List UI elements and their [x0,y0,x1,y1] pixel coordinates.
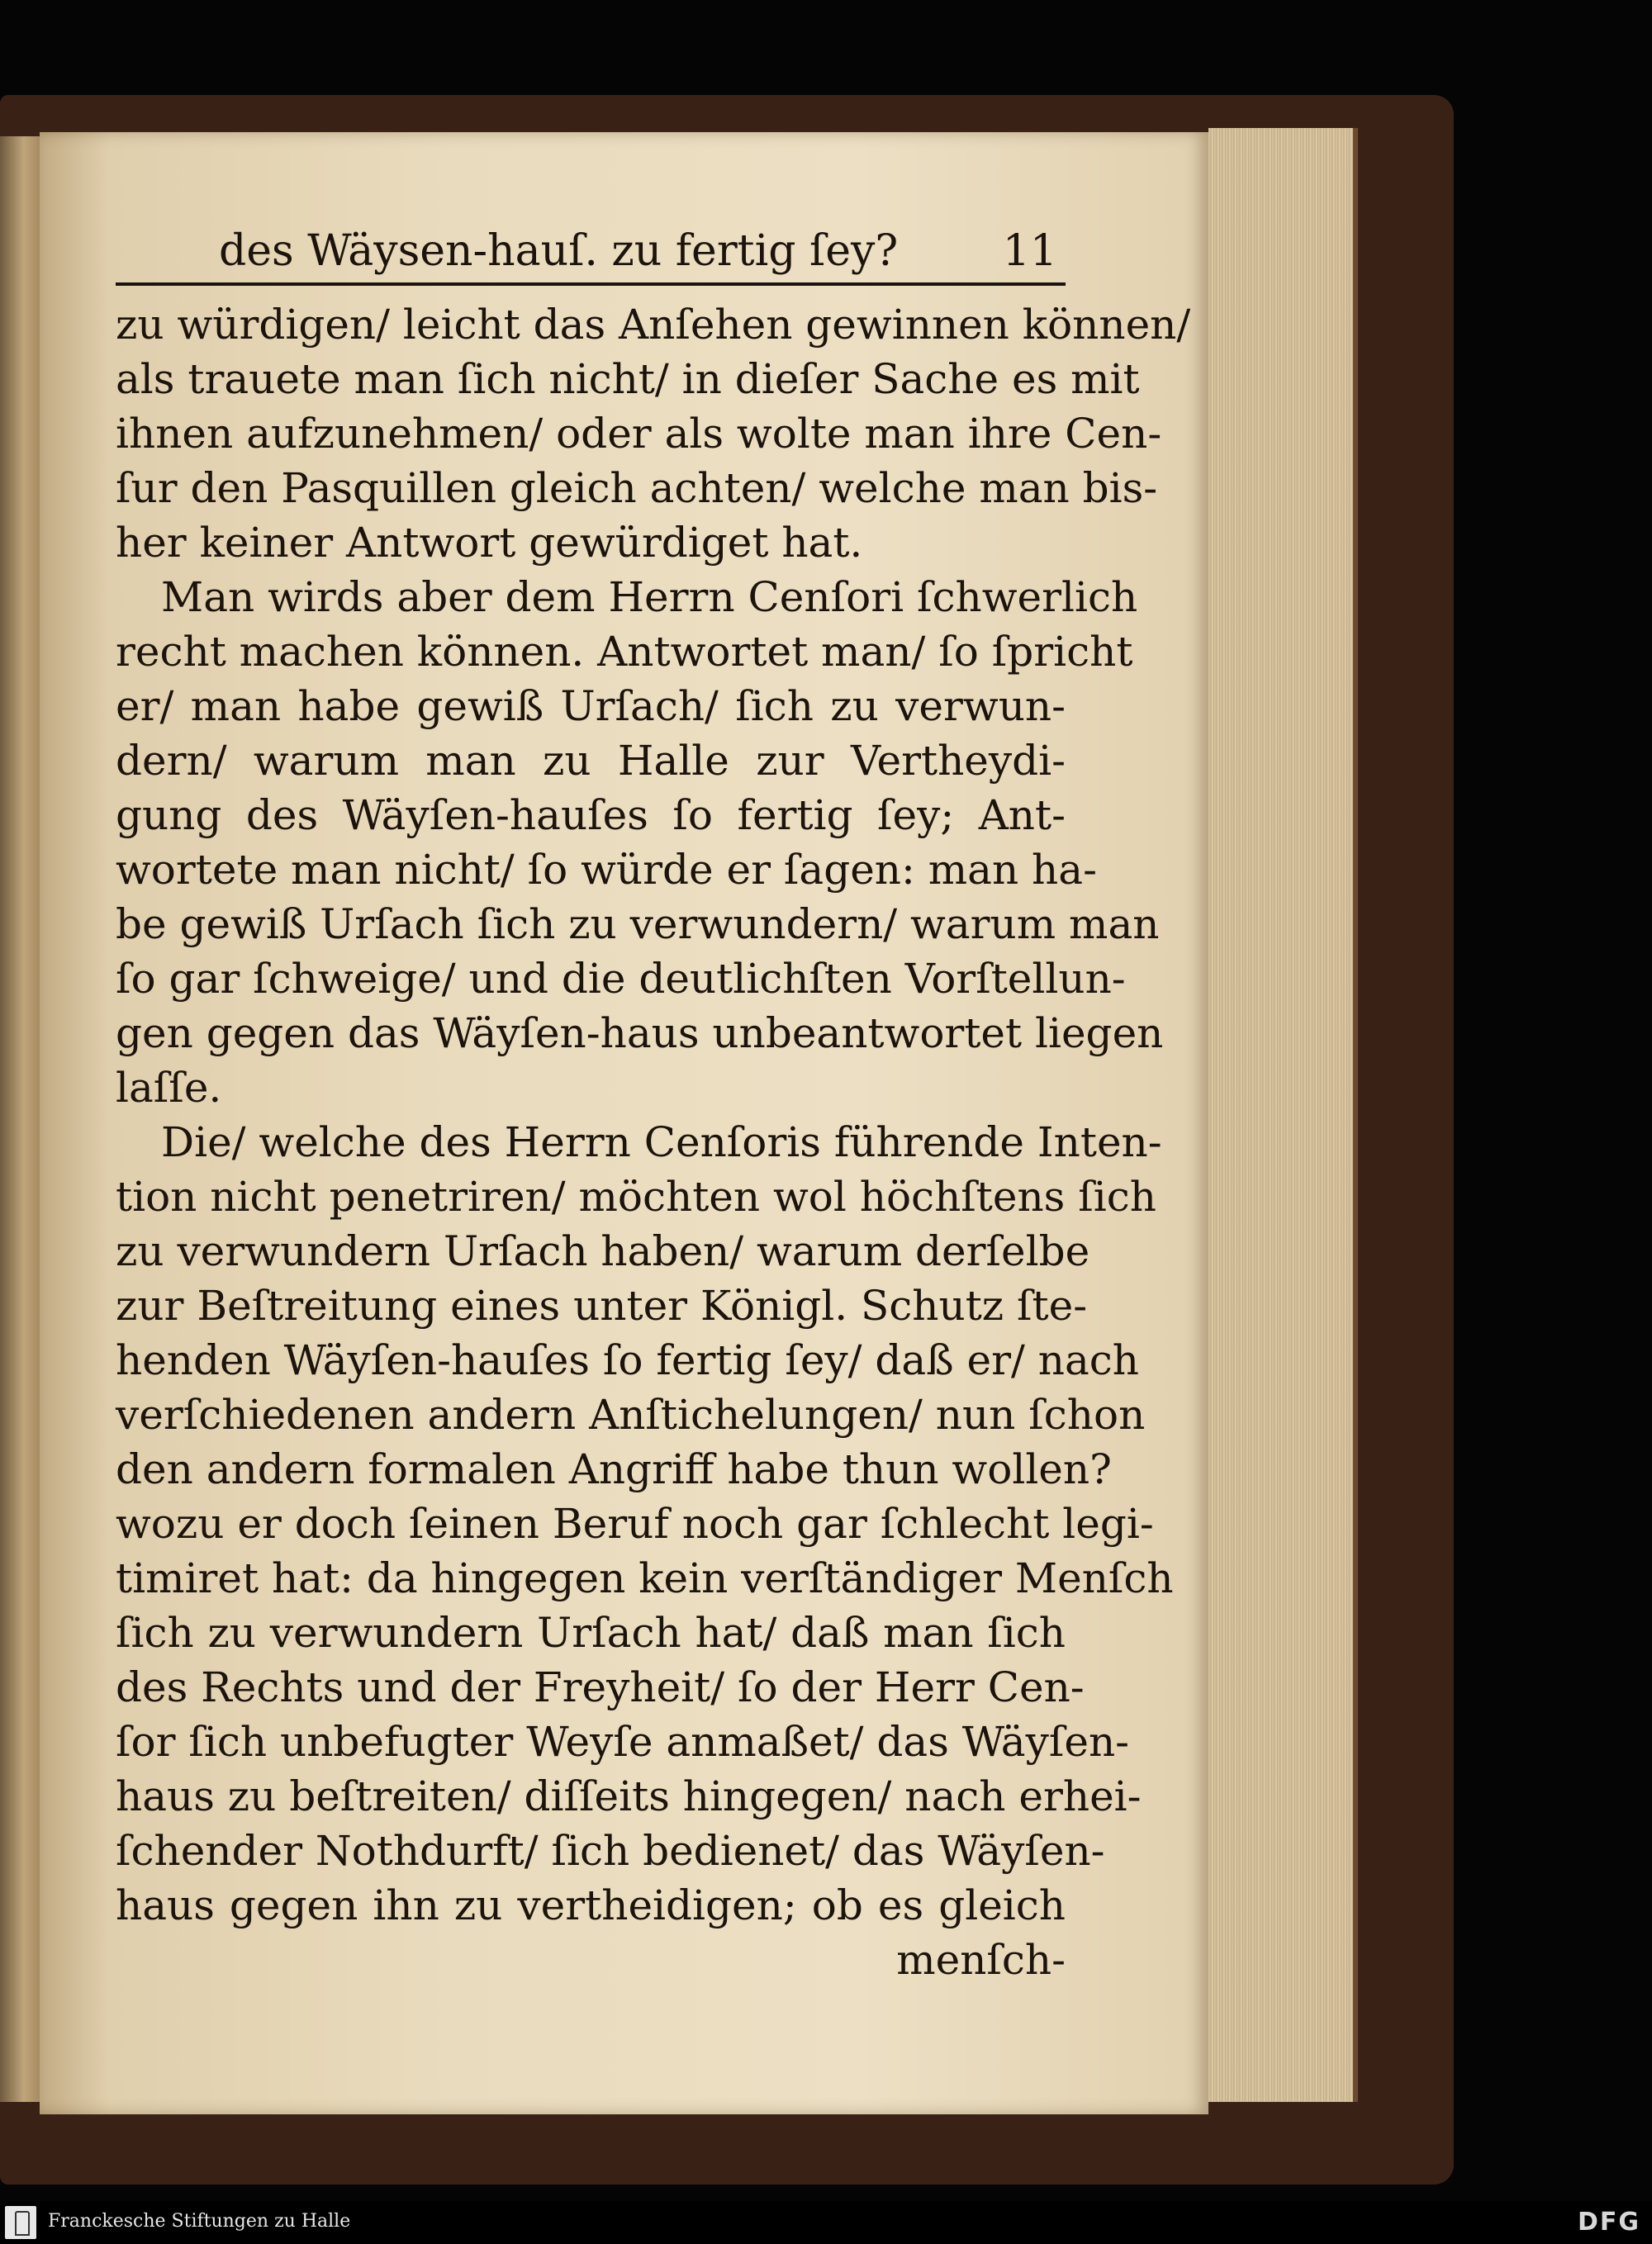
text-line: ſur den Pasquillen gleich achten/ welche man bis- [116,464,1158,512]
text-line: ſchender Nothdurft/ ſich bedienet/ das Wäyſen- [116,1827,1105,1875]
dfg-logo: DFG [1577,2208,1640,2237]
text-line: gung des Wäyſen-hauſes ſo fertig ſey; Ant- [116,791,1066,839]
text-line: recht machen können. Antwortet man/ ſo ſpricht [116,628,1133,676]
text-line: den andern formalen Angriff habe thun wollen? [116,1445,1112,1493]
text-line: laſſe. [116,1064,222,1112]
text-line: haus zu beſtreiten/ diſſeits hingegen/ nach erhei- [116,1772,1142,1820]
text-line: ſor ſich unbefugter Weyſe anmaßet/ das Wäyſen- [116,1718,1130,1766]
text-line: des Rechts und der Freyheit/ ſo der Herr Cen- [116,1663,1085,1711]
institution-name: Franckesche Stiftungen zu Halle [48,2211,351,2232]
text-line: gen gegen das Wäyſen-haus unbeantwortet liegen [116,1009,1164,1057]
text-line: ſich zu verwundern Urſach hat/ daß man ſich [116,1609,1066,1657]
text-line: wozu er doch ſeinen Beruf noch gar ſchlecht legi- [116,1500,1154,1548]
text-line: timiret hat: da hingegen kein verſtändiger Menſch [116,1554,1174,1602]
text-line: wortete man nicht/ ſo würde er ſagen: man ha- [116,846,1097,894]
page-number: 11 [1002,226,1057,276]
running-head: des Wäysen-hauſ. zu fertig ſey? [219,226,899,276]
text-line: henden Wäyſen-hauſes ſo fertig ſey/ daß er/ nach [116,1336,1139,1384]
text-line: haus gegen ihn zu vertheidigen; ob es gleich [116,1881,1066,1929]
text-line: tion nicht penetriren/ möchten wol höchſtens ſich [116,1173,1156,1221]
text-line: ſo gar ſchweige/ und die deutlichſten Vorſtellun- [116,955,1126,1003]
catchword: menſch- [896,1936,1066,1984]
text-line: zu würdigen/ leicht das Anſehen gewinnen können/ [116,301,1191,349]
text-line: er/ man habe gewiß Urſach/ ſich zu verwun- [116,682,1066,730]
text-line: be gewiß Urſach ſich zu verwundern/ warum man [116,900,1160,948]
text-line: her keiner Antwort gewürdiget hat. [116,519,863,567]
body-text [116,297,1191,1987]
page-header [116,216,1066,286]
text-line: verſchiedenen andern Anſtichelungen/ nun ſchon [116,1391,1146,1439]
text-line: als trauete man ſich nicht/ in dieſer Sache es mit [116,355,1140,403]
text-line: ihnen aufzunehmen/ oder als wolte man ihre Cen- [116,410,1162,458]
text-line: Man wirds aber dem Herrn Cenſori ſchwerlich [161,573,1138,621]
institution-logo-icon [5,2206,36,2239]
text-line: zur Beſtreitung eines unter Königl. Schutz ſte- [116,1282,1088,1330]
page-block-edge [1208,128,1358,2102]
viewer-footer [0,2201,1652,2244]
text-line: Die/ welche des Herrn Cenſoris führende Inten- [161,1118,1162,1166]
text-line: zu verwundern Urſach haben/ warum derſelbe [116,1227,1090,1275]
previous-page-edge [0,136,40,2102]
text-line: dern/ warum man zu Halle zur Vertheydi- [116,737,1066,785]
